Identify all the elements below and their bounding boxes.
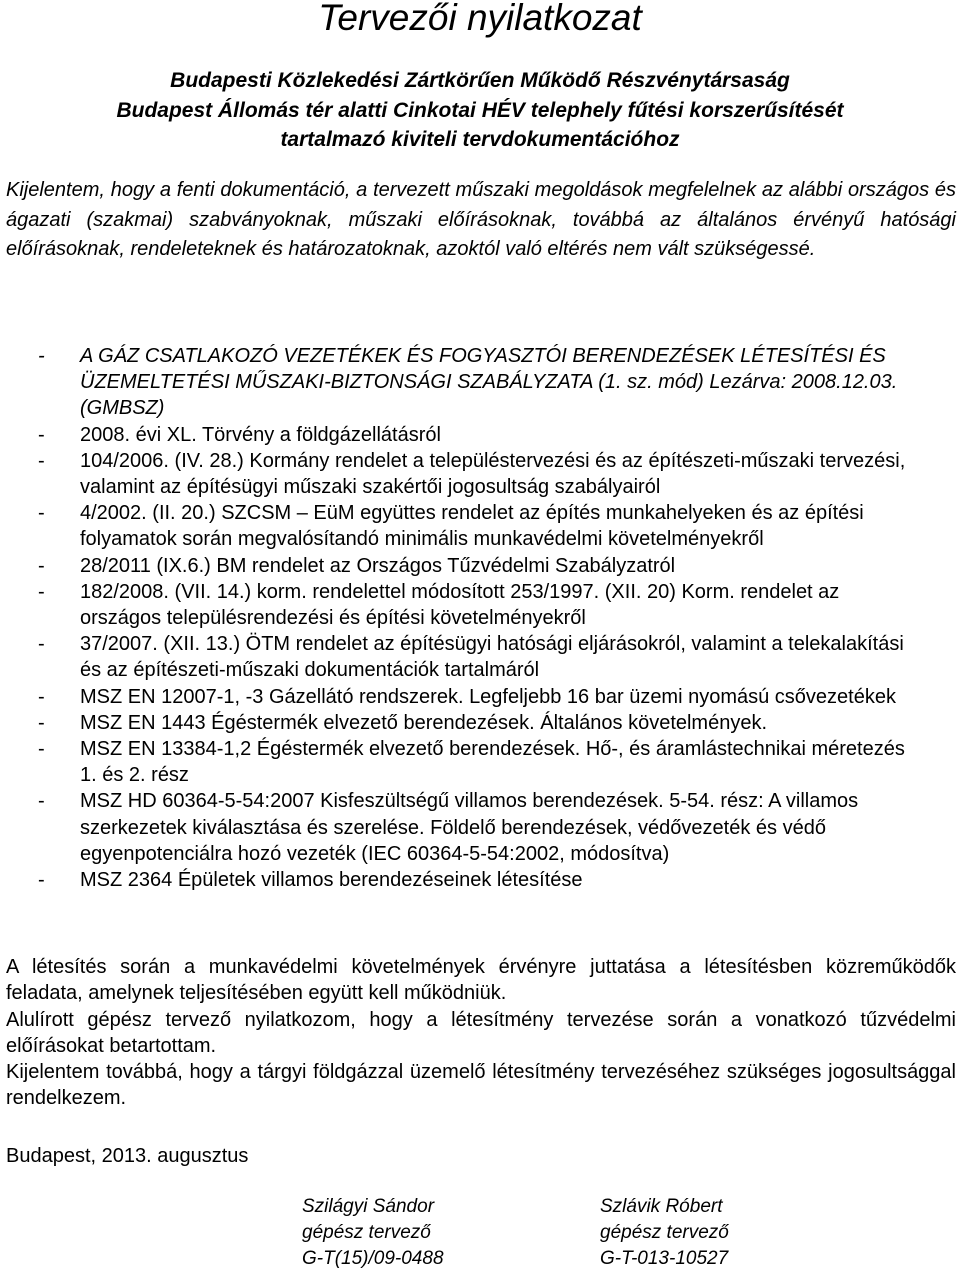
list-dash: - bbox=[38, 869, 45, 892]
list-dash: - bbox=[38, 502, 45, 525]
signature-block bbox=[302, 1194, 444, 1272]
reference-item bbox=[6, 579, 921, 631]
reference-text: A GÁZ CSATLAKOZÓ VEZETÉKEK ÉS FOGYASZTÓI BERENDEZÉSEK LÉTESÍTÉSI ÉS ÜZEMELTETÉSI MŰSZAKI-BIZTONSÁGI SZABÁLYZATA (1. sz. mód) Lezárva: 2008.12.03. (GMBSZ) bbox=[80, 345, 898, 420]
reference-item bbox=[6, 867, 921, 893]
list-dash: - bbox=[38, 633, 45, 656]
signatory-name: Szilágyi Sándor bbox=[302, 1196, 435, 1217]
list-dash: - bbox=[38, 554, 45, 577]
reference-text: MSZ HD 60364-5-54:2007 Kisfeszültségű villamos berendezések. 5-54. rész: A villamos szerkezetek kiválasztása és szerelése. Földelő berendezések, védővezeték és védő egyenpotenciálra hozó vezeték (IEC 60364-5-54:2002, módosítva) bbox=[80, 790, 859, 865]
list-dash: - bbox=[38, 685, 45, 708]
subtitle-line: Budapesti Közlekedési Zártkörűen Működő Részvénytársaság bbox=[170, 69, 790, 92]
reference-text: MSZ EN 13384-1,2 Égéstermék elvezető berendezések. Hő-, és áramlástechnikai méretezés 1. és 2. rész bbox=[80, 738, 905, 787]
reference-item bbox=[6, 710, 921, 736]
intro-paragraph: Kijelentem, hogy a fenti dokumentáció, a tervezett műszaki megoldások megfelelnek az alábbi országos és ágazati (szakmai) szabványoknak, műszaki előírásoknak, továbbá az általános érvényű hatósági előírásoknak, rendeleteknek és határozatoknak, azoktól való eltérés nem vált szükségessé. bbox=[6, 179, 956, 260]
signatory-role: gépész tervező bbox=[600, 1222, 729, 1243]
reference-item bbox=[6, 448, 921, 500]
subtitle-line: tartalmazó kiviteli tervdokumentációhoz bbox=[280, 128, 680, 151]
reference-item bbox=[6, 553, 921, 579]
list-dash: - bbox=[38, 738, 45, 761]
signatory-role: gépész tervező bbox=[302, 1222, 431, 1243]
signatory-name: Szlávik Róbert bbox=[600, 1196, 723, 1217]
closing-paragraph: Alulírott gépész tervező nyilatkozom, hogy a létesítmény tervezése során a vonatkozó tűzvédelmi előírásokat betartottam. bbox=[6, 1008, 956, 1057]
reference-item bbox=[6, 736, 921, 788]
reference-text: 37/2007. (XII. 13.) ÖTM rendelet az építésügyi hatósági eljárásokról, valamint a telekalakítási és az építészeti-műszaki dokumentációk tartalmáról bbox=[80, 633, 904, 682]
reference-item bbox=[6, 500, 921, 552]
signatory-license: G-T-013-10527 bbox=[600, 1248, 729, 1269]
signatory-license: G-T(15)/09-0488 bbox=[302, 1248, 444, 1269]
reference-text: 104/2006. (IV. 28.) Kormány rendelet a településtervezési és az építészeti-műszaki tervezési, valamint az építésügyi műszaki szakértői jogosultság szabályairól bbox=[80, 449, 906, 499]
reference-text: 2008. évi XL. Törvény a földgázellátásról bbox=[80, 423, 441, 446]
reference-list bbox=[6, 343, 921, 893]
closing-paragraph: A létesítés során a munkavédelmi követelmények érvényre juttatása a létesítésben közreműködők feladata, amelynek teljesítésében együtt kell működniük. bbox=[6, 956, 956, 1005]
reference-text: MSZ EN 12007-1, -3 Gázellátó rendszerek. Legfeljebb 16 bar üzemi nyomású csővezetékek bbox=[80, 685, 896, 708]
closing-paragraph: Kijelentem továbbá, hogy a tárgyi földgázzal üzemelő létesítmény tervezéséhez szükséges jogosultsággal rendelkezem. bbox=[6, 1061, 956, 1110]
list-dash: - bbox=[38, 711, 45, 734]
subtitle-line: Budapest Állomás tér alatti Cinkotai HÉV telephely fűtési korszerűsítését bbox=[116, 98, 844, 122]
list-dash: - bbox=[38, 580, 45, 603]
reference-item bbox=[6, 343, 921, 422]
place-date: Budapest, 2013. augusztus bbox=[6, 1145, 249, 1167]
list-dash: - bbox=[38, 423, 45, 446]
document-subtitle bbox=[0, 66, 960, 155]
document-title: Tervezői nyilatkozat bbox=[318, 0, 642, 38]
reference-text: MSZ EN 1443 Égéstermék elvezető berendezések. Általános követelmények. bbox=[80, 711, 768, 734]
reference-text: MSZ 2364 Épületek villamos berendezéseinek létesítése bbox=[80, 869, 583, 892]
signature-block bbox=[600, 1194, 729, 1272]
list-dash: - bbox=[38, 449, 45, 472]
list-dash: - bbox=[38, 345, 45, 367]
reference-text: 28/2011 (IX.6.) BM rendelet az Országos Tűzvédelmi Szabályzatról bbox=[80, 554, 676, 577]
reference-text: 4/2002. (II. 20.) SZCSM – EüM együttes rendelet az építés munkahelyeken és az építési folyamatok során megvalósítandó minimális munkavédelmi követelményekről bbox=[80, 502, 864, 551]
reference-item bbox=[6, 684, 921, 710]
list-dash: - bbox=[38, 790, 45, 813]
reference-item bbox=[6, 631, 921, 683]
reference-text: 182/2008. (VII. 14.) korm. rendelettel módosított 253/1997. (XII. 20) Korm. rendelet az országos településrendezési és építési követelményekről bbox=[80, 580, 840, 630]
reference-item bbox=[6, 788, 921, 867]
reference-item bbox=[6, 422, 921, 448]
closing-section bbox=[6, 954, 956, 1112]
